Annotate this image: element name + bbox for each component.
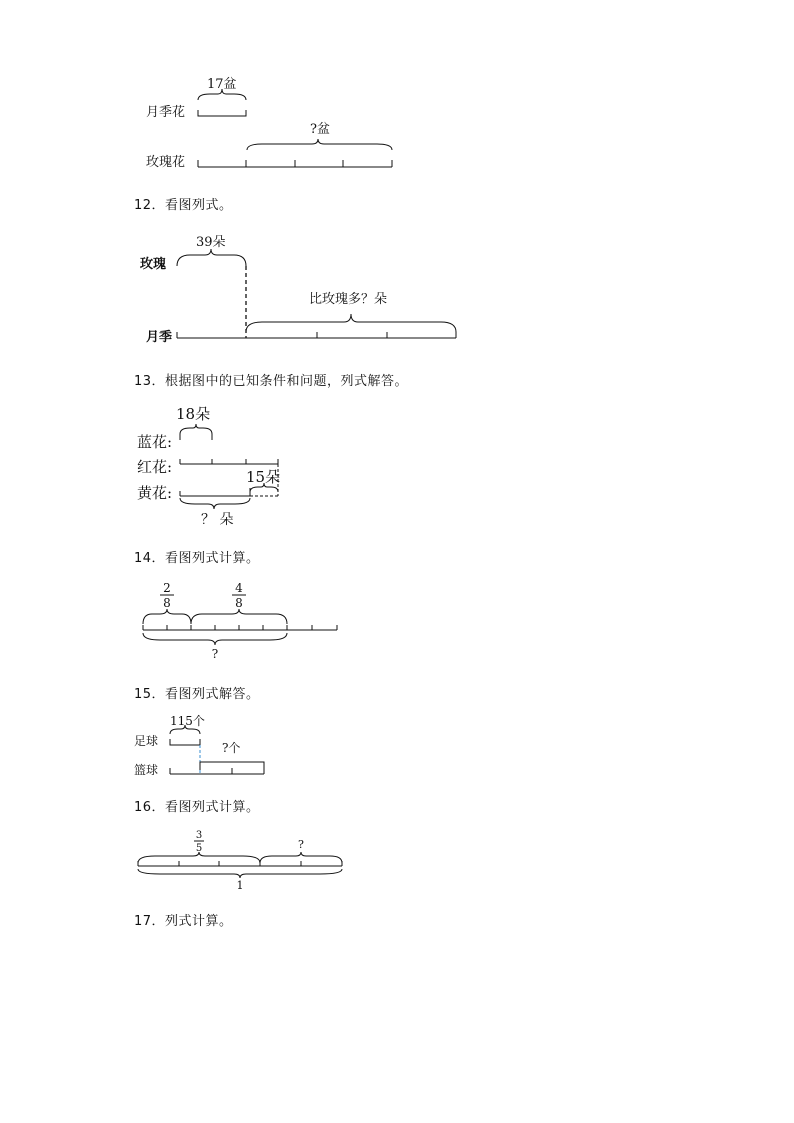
label-15-flowers: 15朵 xyxy=(246,468,281,486)
label-17-pots: 17盆 xyxy=(207,77,237,92)
label-question: ? xyxy=(211,647,219,661)
label-basketball: 篮球 xyxy=(134,763,159,777)
label-39-flowers: 39朵 xyxy=(196,235,226,250)
label-question-count: ?个 xyxy=(222,741,241,755)
label-question-flowers: ？ 朵 xyxy=(201,512,234,528)
label-rose: 玫瑰 xyxy=(140,257,167,272)
fraction-2-denominator: 8 xyxy=(235,596,243,610)
label-more-than-rose: 比玫瑰多？朵 xyxy=(309,292,388,307)
label-18-flowers: 18朵 xyxy=(176,405,211,423)
fraction-numerator: 3 xyxy=(195,830,203,841)
brace-three-fifths xyxy=(138,852,260,863)
brace-whole xyxy=(138,869,342,878)
label-question-pots: ?盆 xyxy=(310,122,330,137)
label-yellow: 黄花: xyxy=(137,484,173,502)
label-yueji-flower: 月季花 xyxy=(146,105,186,120)
label-yueji: 月季 xyxy=(146,330,173,345)
fraction-denominator: 5 xyxy=(195,843,203,854)
question-14-title: 14．看图列式计算。 xyxy=(134,551,260,566)
label-115: 115个 xyxy=(170,714,205,728)
label-red: 红花: xyxy=(137,458,173,476)
question-16-title: 16．看图列式计算。 xyxy=(134,800,260,815)
label-rose-flower: 玫瑰花 xyxy=(146,155,186,170)
fraction-1-denominator: 8 xyxy=(163,596,171,610)
label-question: ? xyxy=(298,838,304,851)
question-17-title: 17．列式计算。 xyxy=(134,914,233,929)
question-15-title: 15．看图列式解答。 xyxy=(134,687,260,702)
fraction-2-numerator: 4 xyxy=(235,581,243,595)
question-13-title: 13．根据图中的已知条件和问题，列式解答。 xyxy=(134,374,409,389)
question-12-title: 12．看图列式。 xyxy=(134,198,233,213)
label-blue: 蓝花: xyxy=(137,433,173,451)
fraction-1-numerator: 2 xyxy=(163,581,171,595)
label-one: 1 xyxy=(236,879,244,892)
label-football: 足球 xyxy=(134,734,159,748)
